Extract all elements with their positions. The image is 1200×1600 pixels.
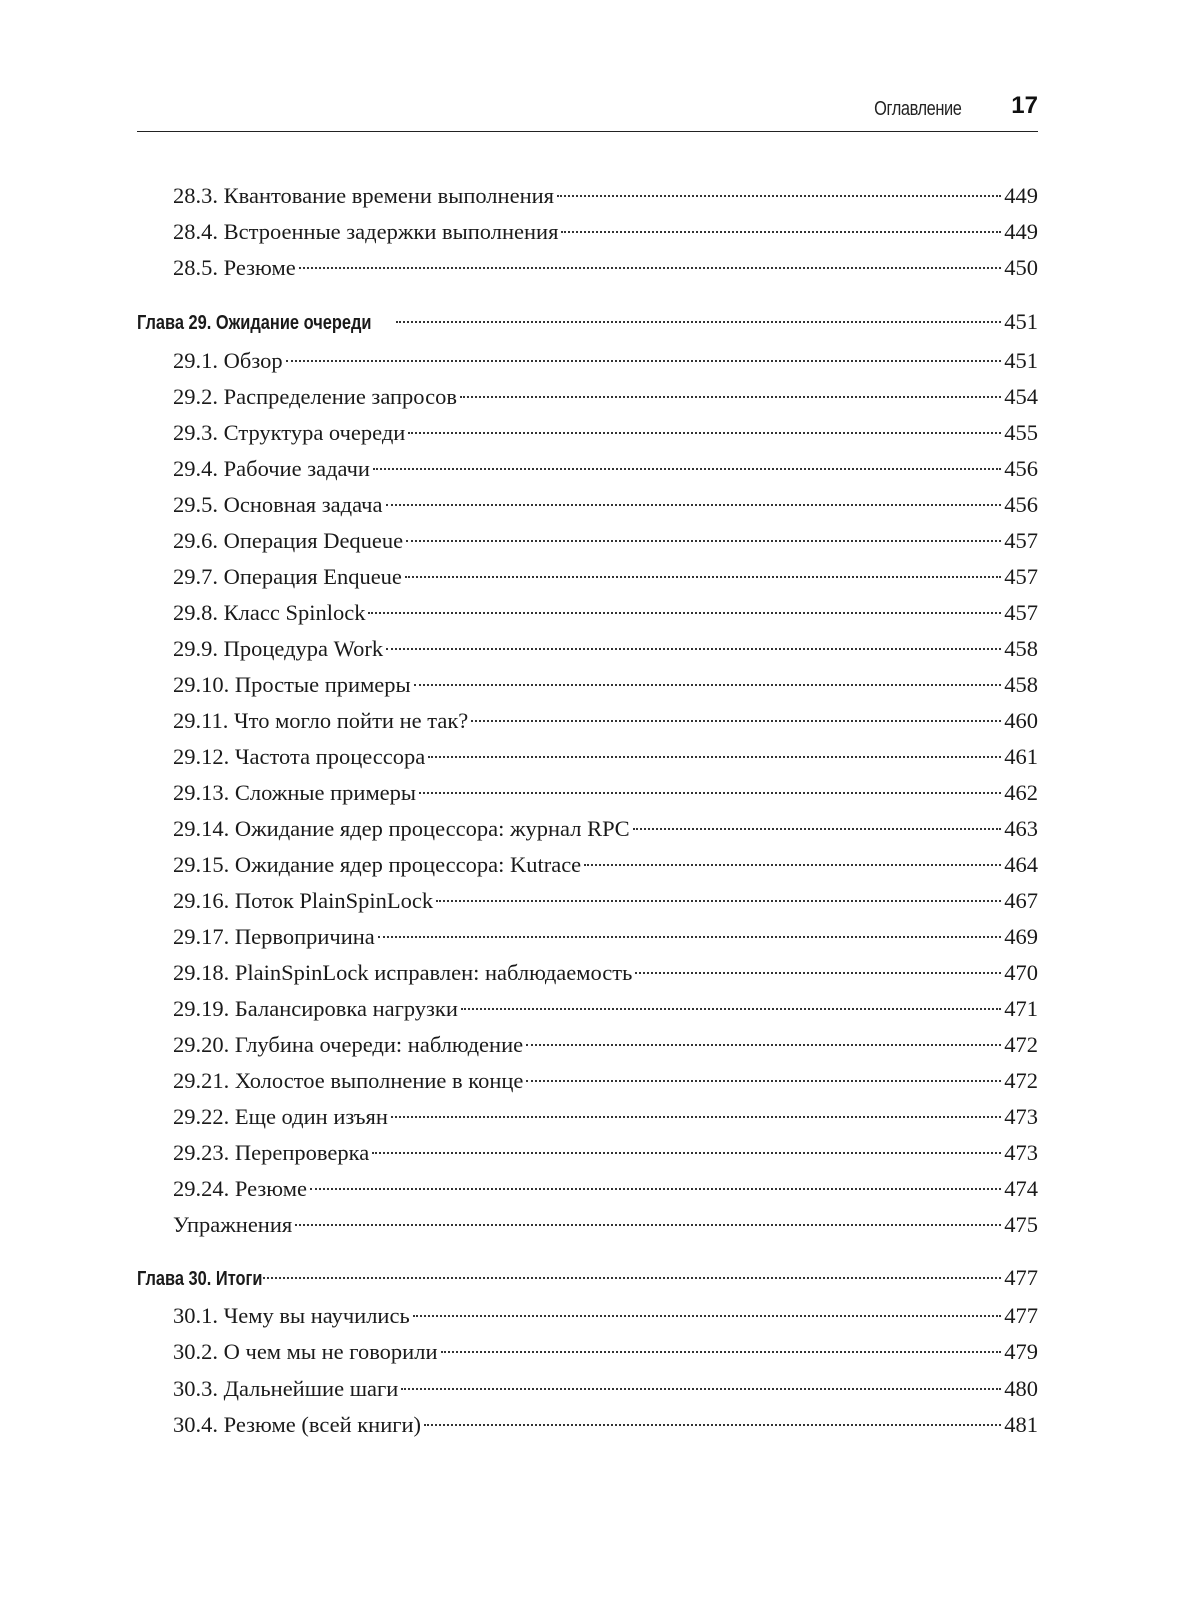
toc-entry-page: 457 [1004, 528, 1038, 553]
toc-section-entry [173, 415, 1038, 451]
toc-entry-page: 454 [1004, 384, 1038, 409]
dot-leader [386, 504, 1002, 506]
toc-entry-page: 479 [1004, 1339, 1038, 1364]
running-head-title: Оглавление [874, 98, 962, 120]
dot-leader [286, 360, 1002, 362]
dot-leader [396, 321, 1001, 323]
dot-leader [391, 1116, 1001, 1118]
dot-leader [460, 396, 1001, 398]
toc-entry-page: 471 [1004, 996, 1038, 1021]
toc-entry-title: 29.11. Что могло пойти не так? [173, 708, 469, 733]
toc-entry-page: 474 [1004, 1176, 1038, 1201]
dot-leader [372, 1152, 1001, 1154]
dot-leader [263, 1277, 1001, 1279]
toc-entry-page: 458 [1004, 636, 1038, 661]
toc-section-entry [173, 1334, 1038, 1370]
toc-entry-title: 29.17. Первопричина [173, 924, 375, 949]
toc-entry-title: 29.18. PlainSpinLock исправлен: наблюдаемость [173, 960, 633, 985]
toc-section-entry [173, 379, 1038, 415]
toc-entry-title: 30.2. О чем мы не говорили [173, 1339, 438, 1364]
toc-entry-title: 29.9. Процедура Work [173, 636, 384, 661]
toc-section-entry [173, 991, 1038, 1027]
toc-entry-title: 29.4. Рабочие задачи [173, 456, 370, 481]
toc-entry-title: 28.4. Встроенные задержки выполнения [173, 219, 559, 244]
toc-section-entry [173, 1063, 1038, 1099]
toc-entry-title: 29.6. Операция Dequeue [173, 528, 404, 553]
toc-entry-page: 470 [1004, 960, 1038, 985]
toc-entry-page: 457 [1004, 564, 1038, 589]
toc-entry-title: Глава 30. Итоги [137, 1268, 263, 1290]
toc-entry-title: 29.1. Обзор [173, 348, 283, 373]
dot-leader [401, 1388, 1001, 1390]
toc-section-entry [173, 451, 1038, 487]
toc-entry-page: 477 [1004, 1303, 1038, 1328]
toc-entry-page: 480 [1004, 1376, 1038, 1401]
dot-leader [414, 684, 1002, 686]
toc-entry-title: Глава 29. Ожидание очереди [137, 312, 372, 334]
dot-leader [557, 195, 1001, 197]
dot-leader [584, 864, 1001, 866]
toc-section-entry [173, 1407, 1038, 1443]
dot-leader [299, 267, 1002, 269]
toc-entry-page: 450 [1004, 255, 1038, 280]
toc-section-entry [173, 631, 1038, 667]
toc-entry-title: 29.19. Балансировка нагрузки [173, 996, 458, 1021]
toc-section-entry [173, 214, 1038, 250]
toc-entry-title: 28.5. Резюме [173, 255, 296, 280]
toc-entry-page: 472 [1004, 1068, 1038, 1093]
dot-leader [635, 972, 1001, 974]
toc-entry-title: 29.13. Сложные примеры [173, 780, 417, 805]
toc-section-entry [173, 523, 1038, 559]
toc-entry-title: 29.16. Поток PlainSpinLock [173, 888, 434, 913]
toc-entry-title: 29.7. Операция Enqueue [173, 564, 402, 589]
toc-section-entry [173, 1371, 1038, 1407]
toc-entry-page: 462 [1004, 780, 1038, 805]
toc-entry-title: 29.14. Ожидание ядер процессора: журнал RPC [173, 816, 630, 841]
dot-leader [406, 540, 1001, 542]
toc-entry-title: 28.3. Квантование времени выполнения [173, 183, 554, 208]
toc-section-entry [173, 559, 1038, 595]
toc-entry-title: 29.2. Распределение запросов [173, 384, 457, 409]
toc-entry-page: 449 [1004, 219, 1038, 244]
toc-entry-title: 30.4. Резюме (всей книги) [173, 1412, 422, 1437]
toc-section-entry [173, 487, 1038, 523]
toc-entry-page: 467 [1004, 888, 1038, 913]
dot-leader [526, 1080, 1001, 1082]
dot-leader [310, 1188, 1001, 1190]
toc-entry-page: 472 [1004, 1032, 1038, 1057]
toc-chapter-entry [137, 1260, 1038, 1296]
toc-entry-page: 469 [1004, 924, 1038, 949]
toc-entry-title: Упражнения [173, 1212, 293, 1237]
toc-entry-title: 29.23. Перепроверка [173, 1140, 370, 1165]
toc-entry-page: 473 [1004, 1140, 1038, 1165]
toc-section-entry [173, 1171, 1038, 1207]
dot-leader [561, 231, 1001, 233]
toc-section-entry [173, 775, 1038, 811]
toc-entry-page: 464 [1004, 852, 1038, 877]
toc-section-entry [173, 739, 1038, 775]
dot-leader [441, 1351, 1002, 1353]
toc-entry-page: 458 [1004, 672, 1038, 697]
toc-entry-page: 460 [1004, 708, 1038, 733]
toc-entry-title: 29.5. Основная задача [173, 492, 383, 517]
dot-leader [436, 900, 1001, 902]
dot-leader [378, 936, 1001, 938]
toc-entry-title: 29.12. Частота процессора [173, 744, 426, 769]
toc-section-entry [173, 667, 1038, 703]
dot-leader [461, 1008, 1001, 1010]
dot-leader [386, 648, 1001, 650]
toc-section-entry [173, 811, 1038, 847]
toc-entry-page: 477 [1004, 1265, 1038, 1290]
toc-entry-page: 457 [1004, 600, 1038, 625]
toc-entry-page: 473 [1004, 1104, 1038, 1129]
toc-section-entry [173, 250, 1038, 286]
toc-entry-page: 451 [1004, 348, 1038, 373]
toc-entry-title: 29.24. Резюме [173, 1176, 307, 1201]
page-number: 17 [1011, 92, 1038, 119]
toc-entry-page: 455 [1004, 420, 1038, 445]
dot-leader [633, 828, 1002, 830]
toc-entry-title: 29.10. Простые примеры [173, 672, 411, 697]
dot-leader [526, 1044, 1001, 1046]
toc-section-entry [173, 703, 1038, 739]
toc-entry-page: 461 [1004, 744, 1038, 769]
toc-section-entry [173, 1298, 1038, 1334]
toc-entry-page: 449 [1004, 183, 1038, 208]
toc-section-entry [173, 1135, 1038, 1171]
toc-section-entry [173, 1027, 1038, 1063]
dot-leader [295, 1224, 1001, 1226]
toc-section-entry [173, 1099, 1038, 1135]
toc-entry-title: 29.20. Глубина очереди: наблюдение [173, 1032, 524, 1057]
header-divider [137, 131, 1038, 132]
toc-entry-title: 29.15. Ожидание ядер процессора: Kutrace [173, 852, 582, 877]
dot-leader [419, 792, 1001, 794]
toc-entry-page: 456 [1004, 456, 1038, 481]
dot-leader [408, 432, 1001, 434]
dot-leader [471, 720, 1001, 722]
toc-entry-page: 451 [1004, 309, 1038, 334]
toc-section-entry [173, 919, 1038, 955]
toc-section-entry [173, 178, 1038, 214]
dot-leader [368, 612, 1001, 614]
toc-entry-title: 29.22. Еще один изъян [173, 1104, 388, 1129]
toc-section-entry [173, 595, 1038, 631]
toc-section-entry [173, 343, 1038, 379]
toc-entry-title: 29.8. Класс Spinlock [173, 600, 366, 625]
toc-entry-title: 29.3. Структура очереди [173, 420, 406, 445]
toc-entry-page: 475 [1004, 1212, 1038, 1237]
toc-chapter-entry [137, 304, 1038, 340]
dot-leader [405, 576, 1001, 578]
toc-entry-page: 481 [1004, 1412, 1038, 1437]
dot-leader [373, 468, 1001, 470]
dot-leader [428, 756, 1001, 758]
toc-section-entry [173, 1207, 1038, 1243]
toc-entry-page: 456 [1004, 492, 1038, 517]
toc-entry-title: 29.21. Холостое выполнение в конце [173, 1068, 524, 1093]
dot-leader [424, 1424, 1001, 1426]
toc-section-entry [173, 883, 1038, 919]
toc-entry-title: 30.3. Дальнейшие шаги [173, 1376, 399, 1401]
page-header [137, 88, 1038, 132]
toc-section-entry [173, 847, 1038, 883]
toc-entry-page: 463 [1004, 816, 1038, 841]
toc-section-entry [173, 955, 1038, 991]
dot-leader [413, 1315, 1002, 1317]
toc-entry-title: 30.1. Чему вы научились [173, 1303, 410, 1328]
